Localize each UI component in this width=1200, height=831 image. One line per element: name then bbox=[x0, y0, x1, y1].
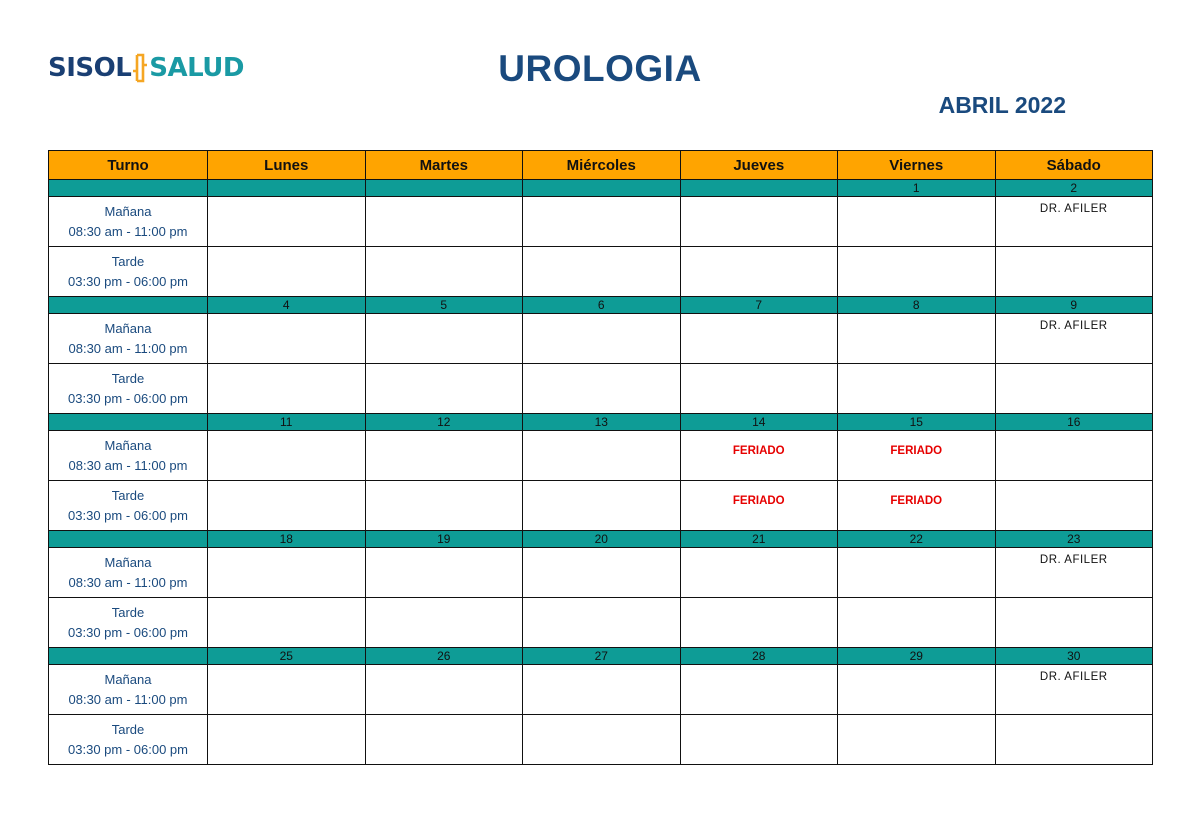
date-cell bbox=[365, 180, 523, 197]
date-cell: 15 bbox=[838, 414, 996, 431]
schedule-cell bbox=[523, 665, 681, 715]
date-cell: 1 bbox=[838, 180, 996, 197]
schedule-cell bbox=[208, 197, 366, 247]
schedule-cell bbox=[523, 715, 681, 765]
column-header-day: Miércoles bbox=[523, 151, 681, 180]
doctor-label: DR. AFILER bbox=[1039, 320, 1108, 332]
doctor-label: DR. AFILER bbox=[1039, 671, 1108, 683]
schedule-cell bbox=[523, 481, 681, 531]
schedule-cell bbox=[680, 598, 838, 648]
turno-hours: 03:30 pm - 06:00 pm bbox=[68, 624, 188, 640]
turno-hours: 03:30 pm - 06:00 pm bbox=[68, 741, 188, 757]
turno-label: Tarde bbox=[111, 370, 145, 386]
turno-label: Mañana bbox=[104, 203, 152, 219]
holiday-label: FERIADO bbox=[732, 445, 785, 457]
schedule-cell bbox=[995, 598, 1153, 648]
date-cell-blank bbox=[49, 414, 208, 431]
schedule-cell bbox=[995, 665, 1153, 715]
turno-cell bbox=[49, 548, 208, 598]
turno-hours: 03:30 pm - 06:00 pm bbox=[68, 273, 188, 289]
column-header-day: Viernes bbox=[838, 151, 996, 180]
schedule-cell bbox=[365, 247, 523, 297]
turno-label: Tarde bbox=[111, 487, 145, 503]
schedule-cell bbox=[523, 364, 681, 414]
schedule-cell bbox=[365, 715, 523, 765]
schedule-cell bbox=[680, 247, 838, 297]
shift-row-manana bbox=[49, 431, 1153, 481]
schedule-cell bbox=[680, 548, 838, 598]
date-cell: 6 bbox=[523, 297, 681, 314]
column-header-day: Lunes bbox=[208, 151, 366, 180]
shift-row-manana bbox=[49, 548, 1153, 598]
date-cell: 27 bbox=[523, 648, 681, 665]
schedule-cell bbox=[995, 314, 1153, 364]
schedule-cell bbox=[995, 364, 1153, 414]
schedule-cell bbox=[208, 314, 366, 364]
date-cell: 5 bbox=[365, 297, 523, 314]
turno-hours: 08:30 am - 11:00 pm bbox=[68, 691, 188, 707]
schedule-cell bbox=[208, 598, 366, 648]
date-cell: 14 bbox=[680, 414, 838, 431]
shift-row-tarde bbox=[49, 715, 1153, 765]
date-cell-blank bbox=[49, 180, 208, 197]
schedule-cell bbox=[523, 247, 681, 297]
schedule-cell bbox=[995, 431, 1153, 481]
turno-cell bbox=[49, 665, 208, 715]
turno-label: Mañana bbox=[104, 554, 152, 570]
schedule-cell bbox=[365, 481, 523, 531]
date-cell: 29 bbox=[838, 648, 996, 665]
column-header-day: Jueves bbox=[680, 151, 838, 180]
schedule-cell bbox=[838, 314, 996, 364]
schedule-cell bbox=[838, 548, 996, 598]
date-row bbox=[49, 297, 1153, 314]
schedule-cell bbox=[523, 431, 681, 481]
column-header-day: Martes bbox=[365, 151, 523, 180]
schedule-cell bbox=[680, 197, 838, 247]
turno-hours: 08:30 am - 11:00 pm bbox=[68, 340, 188, 356]
schedule-cell bbox=[995, 481, 1153, 531]
holiday-label: FERIADO bbox=[732, 495, 785, 507]
date-row bbox=[49, 648, 1153, 665]
turno-label: Mañana bbox=[104, 437, 152, 453]
turno-cell bbox=[49, 431, 208, 481]
schedule-cell bbox=[680, 481, 838, 531]
date-cell: 4 bbox=[208, 297, 366, 314]
turno-hours: 08:30 am - 11:00 pm bbox=[68, 457, 188, 473]
schedule-table bbox=[48, 150, 1153, 765]
date-cell: 2 bbox=[995, 180, 1153, 197]
schedule-cell bbox=[208, 665, 366, 715]
schedule-cell bbox=[995, 247, 1153, 297]
turno-cell bbox=[49, 715, 208, 765]
schedule-cell bbox=[365, 548, 523, 598]
holiday-label: FERIADO bbox=[890, 495, 943, 507]
schedule-cell bbox=[838, 715, 996, 765]
date-cell: 25 bbox=[208, 648, 366, 665]
turno-label: Tarde bbox=[111, 721, 145, 737]
date-cell: 30 bbox=[995, 648, 1153, 665]
date-cell: 7 bbox=[680, 297, 838, 314]
date-row bbox=[49, 180, 1153, 197]
schedule-cell bbox=[365, 431, 523, 481]
schedule-cell bbox=[523, 314, 681, 364]
turno-label: Mañana bbox=[104, 671, 152, 687]
schedule-cell bbox=[838, 665, 996, 715]
logo-text-sisol: SISOL bbox=[48, 53, 132, 83]
date-cell-blank bbox=[49, 648, 208, 665]
date-cell: 11 bbox=[208, 414, 366, 431]
turno-cell bbox=[49, 314, 208, 364]
schedule-cell bbox=[523, 548, 681, 598]
shift-row-manana bbox=[49, 314, 1153, 364]
date-cell: 12 bbox=[365, 414, 523, 431]
date-cell bbox=[523, 180, 681, 197]
schedule-cell bbox=[208, 548, 366, 598]
date-cell: 26 bbox=[365, 648, 523, 665]
holiday-label: FERIADO bbox=[890, 445, 943, 457]
date-cell: 28 bbox=[680, 648, 838, 665]
logo-text-salud: SALUD bbox=[149, 53, 244, 83]
schedule-cell bbox=[838, 197, 996, 247]
date-cell: 22 bbox=[838, 531, 996, 548]
schedule-cell bbox=[208, 431, 366, 481]
turno-label: Mañana bbox=[104, 320, 152, 336]
schedule-cell bbox=[365, 314, 523, 364]
schedule-cell bbox=[365, 364, 523, 414]
column-header-turno: Turno bbox=[49, 151, 208, 180]
turno-hours: 08:30 am - 11:00 pm bbox=[68, 223, 188, 239]
date-cell bbox=[208, 180, 366, 197]
schedule-cell bbox=[680, 314, 838, 364]
date-cell: 20 bbox=[523, 531, 681, 548]
schedule-cell bbox=[838, 598, 996, 648]
page-title: UROLOGIA bbox=[498, 48, 702, 89]
shift-row-manana bbox=[49, 665, 1153, 715]
schedule-cell bbox=[680, 364, 838, 414]
date-cell: 21 bbox=[680, 531, 838, 548]
schedule-cell bbox=[208, 481, 366, 531]
schedule-cell bbox=[208, 715, 366, 765]
turno-label: Tarde bbox=[111, 604, 145, 620]
schedule-cell bbox=[995, 197, 1153, 247]
date-cell: 16 bbox=[995, 414, 1153, 431]
doctor-label: DR. AFILER bbox=[1039, 554, 1108, 566]
schedule-cell bbox=[995, 715, 1153, 765]
date-row bbox=[49, 531, 1153, 548]
header-row bbox=[49, 151, 1153, 180]
schedule-cell bbox=[523, 598, 681, 648]
schedule-cell bbox=[838, 431, 996, 481]
turno-hours: 08:30 am - 11:00 pm bbox=[68, 574, 188, 590]
turno-cell bbox=[49, 598, 208, 648]
schedule-cell bbox=[680, 431, 838, 481]
schedule-cell bbox=[838, 247, 996, 297]
schedule-cell bbox=[365, 598, 523, 648]
date-cell-blank bbox=[49, 531, 208, 548]
schedule-cell bbox=[208, 247, 366, 297]
shift-row-tarde bbox=[49, 481, 1153, 531]
schedule-cell bbox=[365, 665, 523, 715]
turno-hours: 03:30 pm - 06:00 pm bbox=[68, 507, 188, 523]
date-cell: 18 bbox=[208, 531, 366, 548]
date-cell-blank bbox=[49, 297, 208, 314]
shift-row-tarde bbox=[49, 364, 1153, 414]
turno-cell bbox=[49, 247, 208, 297]
date-cell: 13 bbox=[523, 414, 681, 431]
turno-cell bbox=[49, 197, 208, 247]
turno-hours: 03:30 pm - 06:00 pm bbox=[68, 390, 188, 406]
date-row bbox=[49, 414, 1153, 431]
date-cell bbox=[680, 180, 838, 197]
shift-row-tarde bbox=[49, 247, 1153, 297]
schedule-cell bbox=[523, 197, 681, 247]
schedule-cell bbox=[838, 481, 996, 531]
turno-cell bbox=[49, 364, 208, 414]
date-cell: 19 bbox=[365, 531, 523, 548]
schedule-cell bbox=[680, 715, 838, 765]
schedule-cell bbox=[365, 197, 523, 247]
column-header-day: Sábado bbox=[995, 151, 1153, 180]
shift-row-manana bbox=[49, 197, 1153, 247]
date-cell: 23 bbox=[995, 531, 1153, 548]
date-cell: 8 bbox=[838, 297, 996, 314]
turno-label: Tarde bbox=[111, 253, 145, 269]
schedule-cell bbox=[838, 364, 996, 414]
month-label: ABRIL 2022 bbox=[938, 92, 1066, 118]
schedule-cell bbox=[208, 364, 366, 414]
doctor-label: DR. AFILER bbox=[1039, 203, 1108, 215]
turno-cell bbox=[49, 481, 208, 531]
shift-row-tarde bbox=[49, 598, 1153, 648]
schedule-cell bbox=[680, 665, 838, 715]
schedule-cell bbox=[995, 548, 1153, 598]
date-cell: 9 bbox=[995, 297, 1153, 314]
